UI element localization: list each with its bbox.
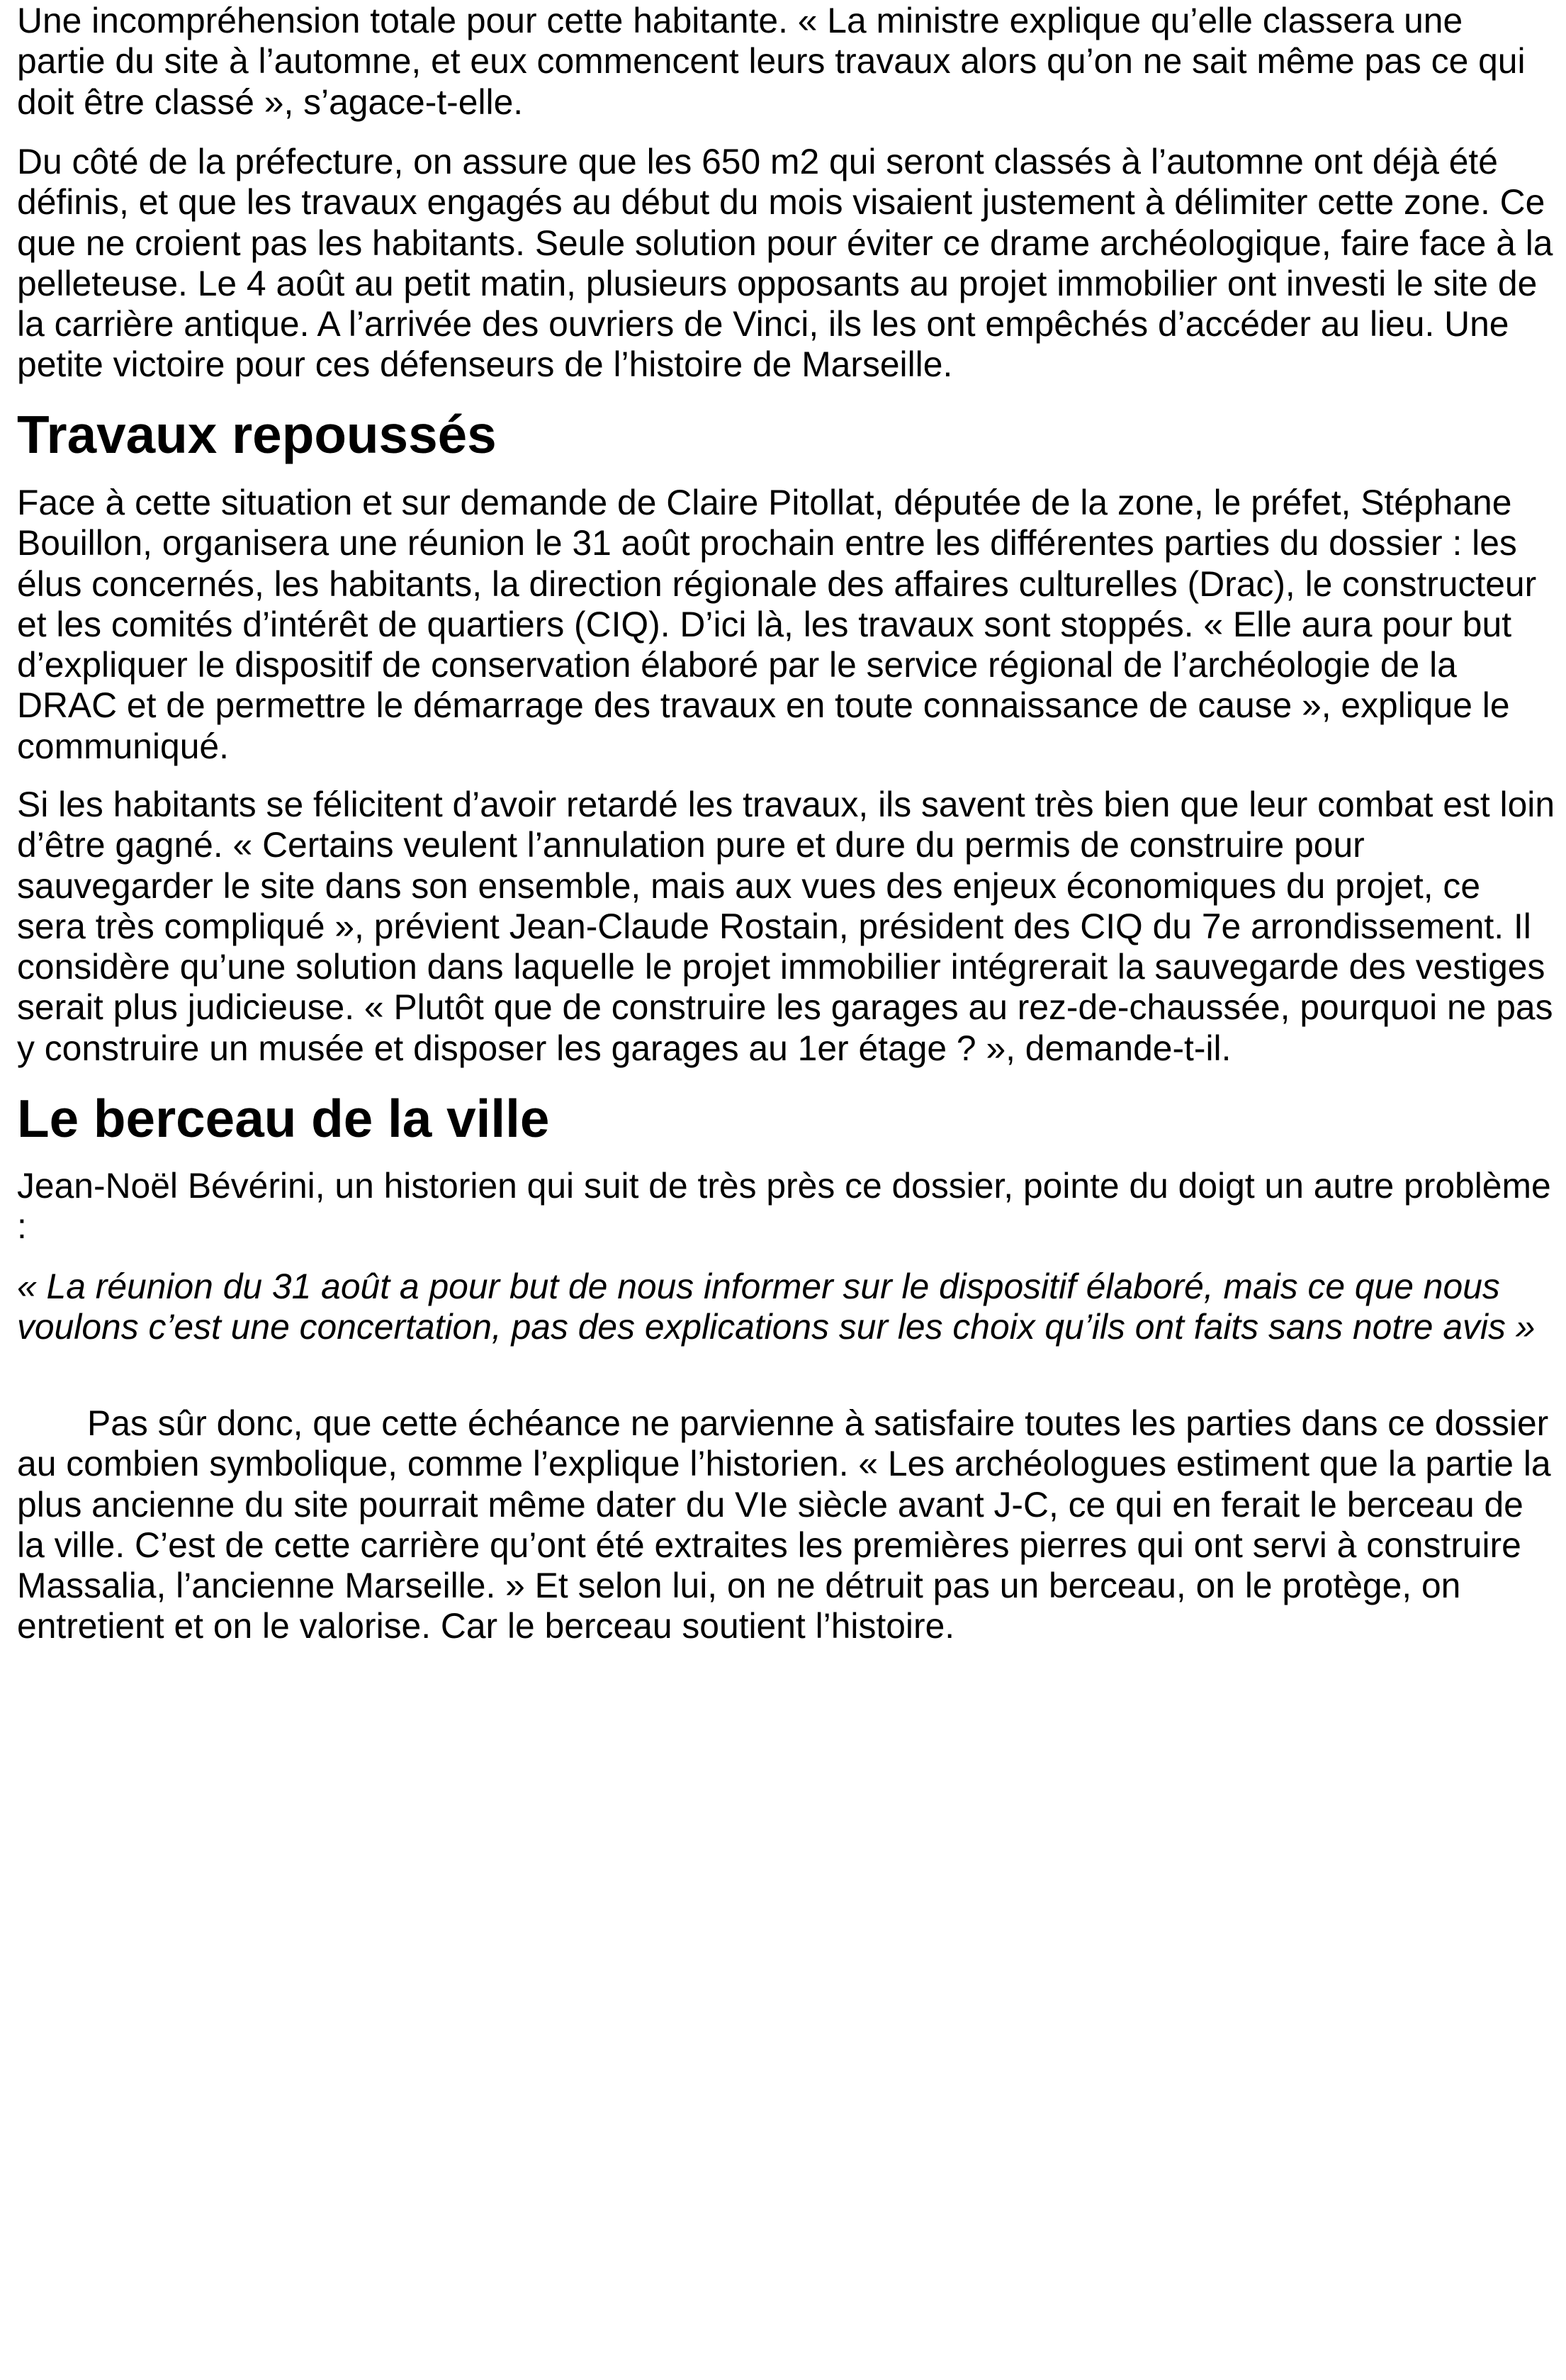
text-line: d’expliquer le dispositif de conservation élaboré par le service régional de l’archéologie de la [17,645,1457,685]
paragraph-prefecture [17,142,1553,386]
section-heading-travaux: Travaux repoussés [17,405,497,464]
text-line: Jean-Noël Bévérini, un historien qui suit de très près ce dossier, pointe du doigt un autre problème [17,1166,1551,1206]
text-line: sauvegarder le site dans son ensemble, mais aux vues des enjeux économiques du projet, ce [17,865,1481,906]
text-line: : [17,1206,27,1247]
text-line: sera très compliqué », prévient Jean-Claude Rostain, président des CIQ du 7e arrondissement. Il [17,906,1531,946]
text-line: Massalia, l’ancienne Marseille. » Et selon lui, on ne détruit pas un berceau, on le protège, on [17,1566,1461,1606]
text-line: petite victoire pour ces défenseurs de l’histoire de Marseille. [17,344,953,385]
text-line: Si les habitants se félicitent d’avoir retardé les travaux, ils savent très bien que leur combat est loin [17,785,1555,824]
text-line: doit être classé », s’agace-t-elle. [17,82,524,122]
text-line: partie du site à l’automne, et eux commencent leurs travaux alors qu’on ne sait même pas ce qui [17,41,1526,82]
text-line: plus ancienne du site pourrait même dater du VIe siècle avant J-C, ce qui en ferait le berceau de [17,1484,1523,1525]
paragraph-reunion [17,483,1536,767]
text-line: Bouillon, organisera une réunion le 31 août prochain entre les différentes parties du dossier : les [17,523,1517,563]
text-line: pelleteuse. Le 4 août au petit matin, plusieurs opposants au projet immobilier ont investi le site de [17,263,1538,303]
paragraph-closing [17,1403,1551,1647]
text-line: Pas sûr donc, que cette échéance ne parvienne à satisfaire toutes les parties dans ce dossier [87,1403,1549,1443]
text-line: Face à cette situation et sur demande de Claire Pitollat, députée de la zone, le préfet, Stéphane [17,483,1512,522]
text-line: serait plus judicieuse. « Plutôt que de construire les garages au rez-de-chaussée, pourquoi ne pas [17,987,1553,1028]
text-line: DRAC et de permettre le démarrage des travaux en toute connaissance de cause », explique le [17,685,1510,726]
text-line: Une incompréhension totale pour cette habitante. « La ministre explique qu’elle classera une [17,1,1463,40]
text-line: que ne croient pas les habitants. Seule solution pour éviter ce drame archéologique, faire face à la [17,223,1553,263]
section-heading-berceau: Le berceau de la ville [17,1089,550,1148]
text-line: communiqué. [17,726,229,766]
text-line: considère qu’une solution dans laquelle le projet immobilier intégrerait la sauvegarde des vestiges [17,947,1545,987]
text-line: la ville. C’est de cette carrière qu’ont été extraites les premières pierres qui ont servi à construire [17,1525,1521,1565]
text-line: d’être gagné. « Certains veulent l’annulation pure et dure du permis de construire pour [17,825,1365,865]
text-line: et les comités d’intérêt de quartiers (CIQ). D’ici là, les travaux sont stoppés. « Elle aura pour but [17,604,1512,644]
paragraph-habitants [17,785,1555,1069]
text-line: y construire un musée et disposer les garages au 1er étage ? », demande-t-il. [17,1028,1232,1068]
text-line: définis, et que les travaux engagés au début du mois visaient justement à délimiter cette zone. Ce [17,182,1545,223]
paragraph-intro-reaction [17,1,1526,123]
text-line: au combien symbolique, comme l’explique l’historien. « Les archéologues estiment que la partie la [17,1444,1551,1484]
text-line: Du côté de la préfecture, on assure que les 650 m2 qui seront classés à l’automne ont déjà été [17,142,1498,181]
text-line: élus concernés, les habitants, la direction régionale des affaires culturelles (Drac), le constructeur [17,563,1537,604]
text-line: voulons c’est une concertation, pas des explications sur les choix qu’ils ont faits sans notre avis » [17,1307,1536,1347]
text-line: « La réunion du 31 août a pour but de nous informer sur le dispositif élaboré, mais ce que nous [17,1267,1500,1306]
text-line: entretient et on le valorise. Car le berceau soutient l’histoire. [17,1606,955,1646]
quote-paragraph [17,1267,1535,1348]
text-line: la carrière antique. A l’arrivée des ouvriers de Vinci, ils les ont empêchés d’accéder au lieu. Une [17,304,1509,344]
paragraph-historien [17,1166,1551,1247]
